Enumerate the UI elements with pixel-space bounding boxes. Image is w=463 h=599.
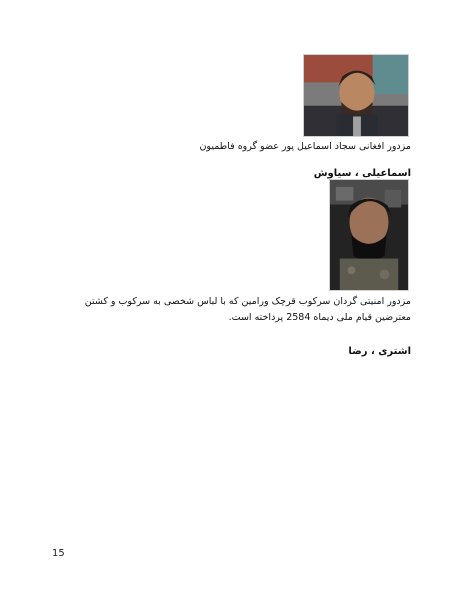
person-description: مزدور امنیتی گردان سرکوب قرچک ورامین که با لباس شخصی به سرکوب و کشتن معترضین قیام ملی دیماه 2584 پرداخته است. <box>84 296 411 323</box>
photo-illustration <box>330 180 408 290</box>
person-heading: اشتری ، رضا <box>348 346 411 357</box>
portrait-photo <box>303 54 409 137</box>
photo-caption: مزدور افغانی سجاد اسماعیل پور عضو گروه فاطمیون <box>199 141 411 152</box>
photo-illustration <box>304 55 408 136</box>
portrait-photo <box>329 179 409 291</box>
page-number: 15 <box>52 548 65 559</box>
person-heading: اسماعیلی ، سیاوش <box>313 168 411 179</box>
